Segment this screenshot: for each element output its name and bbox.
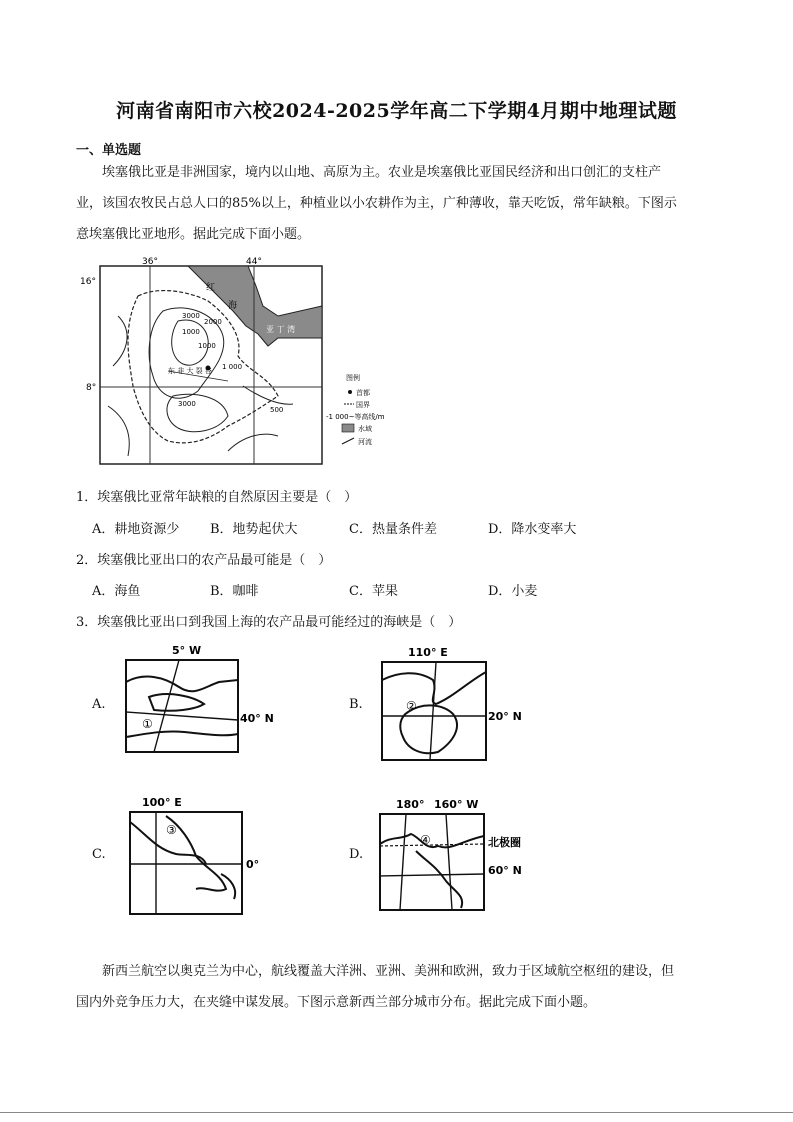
map-c-top-label: 100° E: [142, 796, 182, 809]
map-a-land: [149, 694, 204, 711]
contour-label-1000a: 1000: [182, 328, 200, 336]
intro-line-3: 意埃塞俄比亚地形。据此完成下面小题。: [76, 227, 311, 242]
sea-label-1: 红: [206, 283, 216, 293]
legend-border: 国界: [356, 401, 370, 409]
map-d-parallel: [380, 874, 484, 876]
strait-map-c: [126, 794, 276, 918]
option-a-letter[interactable]: A.: [92, 697, 106, 712]
intro2-line-1: 新西兰航空以奥克兰为中心，航线覆盖大洋洲、亚洲、美洲和欧洲，致力于区域航空枢纽的建设，但: [102, 964, 675, 979]
strait-mark-1: ①: [142, 717, 153, 731]
contour-label-500: 500: [270, 406, 284, 414]
map-b-top-label: 110° E: [408, 646, 448, 659]
map-a-coast-north: [126, 677, 238, 692]
map-a-frame: [126, 660, 238, 752]
map-d-meridian-1: [400, 814, 406, 910]
q1-option-d[interactable]: D．降水变率大: [488, 522, 577, 537]
legend-water: 水域: [358, 425, 372, 433]
map-a-coast-south: [126, 731, 238, 737]
q1-option-c[interactable]: C．热量条件差: [349, 522, 437, 537]
page-title: 河南省南阳市六校2024-2025学年高二下学期4月期中地理试题: [116, 100, 677, 122]
contour-label-3000b: 3000: [178, 400, 196, 408]
section-heading: 一、单选题: [76, 143, 142, 158]
map-a-right-label: 40° N: [240, 712, 274, 725]
intro-line-2: 业，该国农牧民占总人口的85%以上，种植业以小农耕作为主，广种薄收，靠天吃饭，常年缺粮。下图示: [76, 196, 677, 211]
map-d-top-label-2: 160° W: [434, 798, 479, 811]
q2-option-c[interactable]: C．苹果: [349, 584, 398, 599]
map-d-coast-south: [416, 851, 462, 908]
water-body: [188, 266, 322, 346]
strait-map-b: [378, 642, 538, 762]
option-d-letter[interactable]: D.: [349, 847, 364, 862]
map-c-island: [221, 874, 235, 899]
contour-500: [243, 386, 293, 404]
map-d-frame: [380, 814, 484, 910]
map-d-arctic-circle: [380, 844, 484, 846]
map-b-frame: [382, 662, 486, 760]
legend-river-icon: [342, 438, 354, 444]
q2-option-d[interactable]: D．小麦: [488, 584, 538, 599]
map-d-right-label-2: 60° N: [488, 864, 522, 877]
legend-river: 河流: [358, 438, 372, 446]
map-d-meridian-2: [446, 814, 452, 910]
label-8: 8°: [86, 383, 97, 393]
intro-line-1: 埃塞俄比亚是非洲国家，境内以山地、高原为主。农业是埃塞俄比亚国民经济和出口创汇的支柱产: [102, 165, 662, 180]
question-3-stem: 3．埃塞俄比亚出口到我国上海的农产品最可能经过的海峡是（ ）: [76, 615, 462, 630]
map-d-right-label-1: 北极圈: [488, 836, 521, 849]
legend-capital: 首都: [356, 389, 370, 397]
strait-map-a: [124, 642, 284, 754]
map-a-top-label: 5° W: [172, 644, 202, 657]
label-44: 44°: [246, 257, 262, 267]
legend-contour: -1 000~等高线/m: [326, 413, 385, 421]
map-a-meridian: [154, 660, 179, 752]
map-d-top-label-1: 180°: [396, 798, 425, 811]
option-b-letter[interactable]: B.: [349, 697, 363, 712]
map-frame: [100, 266, 322, 464]
page-bottom-rule: [0, 1112, 793, 1113]
q2-option-b[interactable]: B．咖啡: [210, 584, 259, 599]
q2-option-a[interactable]: A．海鱼: [92, 584, 141, 599]
contour-south: [167, 394, 228, 432]
sea-label-2: 海: [228, 301, 238, 311]
ethiopia-terrain-map: [78, 256, 408, 472]
gulf-label: 亚 丁 湾: [266, 325, 296, 334]
option-c-letter[interactable]: C.: [92, 847, 106, 862]
question-1-stem: 1．埃塞俄比亚常年缺粮的自然原因主要是（ ）: [76, 490, 358, 505]
contour-label-3000: 3000: [182, 312, 200, 320]
contour-label-1000c: 1 000: [222, 363, 243, 371]
label-16: 16°: [80, 277, 96, 287]
strait-mark-3: ③: [166, 823, 177, 837]
intro2-line-2: 国内外竞争压力大，在夹缝中谋发展。下图示意新西兰部分城市分布。据此完成下面小题。: [76, 995, 597, 1010]
label-36: 36°: [142, 257, 158, 267]
q1-option-a[interactable]: A．耕地资源少: [92, 522, 180, 537]
q1-option-b[interactable]: B．地势起伏大: [210, 522, 298, 537]
map-b-right-label: 20° N: [488, 710, 522, 723]
strait-mark-4: ④: [420, 833, 431, 847]
map-c-frame: [130, 812, 242, 914]
strait-mark-2: ②: [406, 699, 417, 713]
strait-map-d: [376, 796, 546, 914]
legend-water-icon: [342, 424, 354, 432]
contour-label-2000: 2000: [204, 318, 222, 326]
intro2-paragraph: [76, 956, 726, 1018]
rift-label: 东 非 大 裂 谷: [168, 367, 212, 375]
legend-title: 图例: [346, 374, 360, 382]
legend-capital-icon: [348, 390, 352, 394]
map-b-meridian: [430, 662, 436, 760]
question-2-stem: 2．埃塞俄比亚出口的农产品最可能是（ ）: [76, 553, 332, 568]
intro-paragraph: [76, 157, 726, 250]
map-c-right-label: 0°: [246, 858, 260, 871]
contour-label-1000b: 1000: [198, 342, 216, 350]
